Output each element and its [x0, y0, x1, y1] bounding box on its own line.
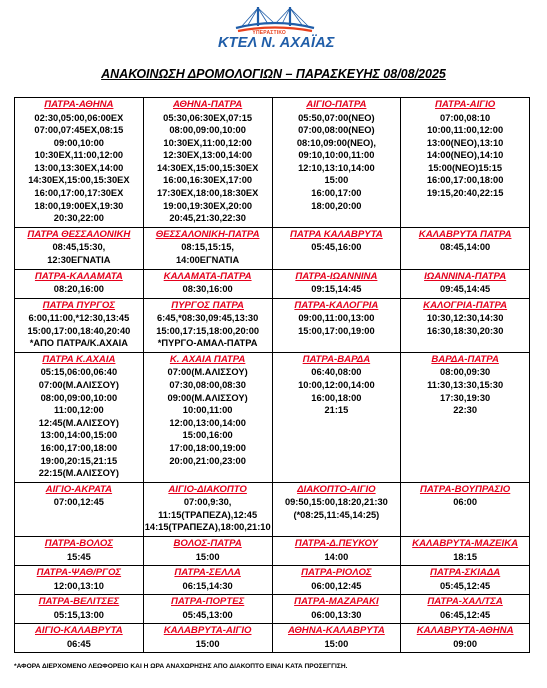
- schedule-table: [14, 97, 530, 653]
- route-name: ΙΩΑΝΝΙΝΑ-ΠΑΤΡΑ: [424, 270, 507, 282]
- departure-times: 08:45,14:00: [440, 242, 491, 253]
- departure-times: 10:30ΕΧ,11:00,12:00: [163, 137, 252, 148]
- departure-times: 14:30ΕΧ,15:00,15:30ΕΧ: [156, 162, 259, 173]
- departure-times: 12:00,13:00,14:00: [169, 417, 246, 428]
- departure-times: 11:15(ΤΡΑΠΕΖΑ),12:45: [158, 509, 258, 520]
- departure-times: 11:30,13:30,15:30: [427, 380, 504, 390]
- departure-times: 18:00,20:00: [311, 200, 362, 211]
- departure-times: 17:00,18:00,19:00: [169, 442, 246, 453]
- departure-times: 09:00,10:00: [53, 137, 104, 148]
- departure-times: 18:00,19:00ΕΧ,19:30: [34, 200, 124, 211]
- route-cell: [15, 98, 144, 228]
- departure-times: 13:00,13:30ΕΧ,14:00: [34, 162, 124, 173]
- route-name: ΠΑΤΡΑ-ΑΘΗΝΑ: [44, 99, 114, 110]
- route-cell: [15, 482, 144, 536]
- departure-times: 17:30,19:30: [440, 392, 491, 403]
- footnote: *ΑΦΟΡΑ ΔΙΕΡΧΟΜΕΝΟ ΛΕΩΦΟΡΕΙΟ ΚΑΙ Η ΩΡΑ ΑΝΑΧΩΡΗΣΗΣ ΑΠΟ ΔΙΑΚΟΠΤΟ ΕΙΝΑΙ ΚΑΤΑ ΠΡΟΣΕΓΓΙΣΗ.: [14, 663, 348, 670]
- route-name: ΑΙΓΙΟ-ΑΚΡΑΤΑ: [45, 483, 113, 495]
- ktel-logo: [212, 4, 336, 56]
- route-cell: [401, 98, 530, 228]
- departure-times: 18:15: [453, 551, 478, 562]
- departure-times: 09:45,14:45: [440, 284, 491, 295]
- route-name: ΚΑΛΑΒΡΥΤΑ-ΑΙΓΙΟ: [163, 625, 252, 637]
- departure-times: 06:15,14:30: [182, 580, 233, 591]
- departure-times: 22:15(Μ.ΑΛΙΣΣΟΥ): [38, 468, 119, 479]
- route-name: ΑΙΓΙΟ-ΠΑΤΡΑ: [306, 99, 367, 110]
- departure-times: 15:00(ΝΕΟ)15:15: [428, 162, 503, 173]
- departure-times: 12:10,13:10,14:00: [298, 162, 375, 173]
- departure-times: *ΠΥΡΓΟ-ΑΜΑΛ-ΠΑΤΡΑ: [157, 338, 258, 349]
- route-cell: [401, 269, 530, 298]
- departure-times: 05:50,07:00(ΝΕΟ): [298, 112, 375, 123]
- departure-times: 15:00: [195, 638, 220, 649]
- departure-times: 12:30ΕΧ,13:00,14:00: [163, 150, 253, 161]
- route-cell: [15, 298, 144, 352]
- route-name: ΠΑΤΡΑ-ΠΟΡΤΕΣ: [170, 596, 245, 608]
- route-name: ΠΑΤΡΑ-Δ.ΠΕΥΚΟΥ: [294, 538, 378, 550]
- departure-times: 09:00,11:00,13:00: [298, 313, 375, 324]
- departure-times: 19:15,20:40,22:15: [426, 188, 504, 199]
- table-row: [15, 269, 530, 298]
- route-name: ΠΑΤΡΑ-ΑΙΓΙΟ: [435, 99, 496, 110]
- table-row: [15, 595, 530, 624]
- route-name: ΑΙΓΙΟ-ΚΑΛΑΒΡΥΤΑ: [34, 625, 123, 637]
- route-name: ΒΟΛΟΣ-ΠΑΤΡΑ: [173, 538, 242, 550]
- route-name: ΠΑΤΡΑ-ΚΑΛΑΜΑΤΑ: [34, 270, 123, 282]
- route-cell: [15, 624, 144, 653]
- departure-times: 14:00: [324, 551, 349, 562]
- departure-times: 12:30ΕΓΝΑΤΙΑ: [47, 254, 111, 265]
- departure-times: 14:00ΕΓΝΑΤΙΑ: [176, 254, 240, 265]
- route-name: ΠΑΤΡΑ-ΒΟΛΟΣ: [44, 538, 114, 550]
- departure-times: 14:30ΕΧ,15:00,15:30ΕΧ: [28, 175, 130, 186]
- route-name: ΚΑΛΑΒΡΥΤΑ-ΑΘΗΝΑ: [416, 625, 514, 637]
- departure-times: 05:30,06:30ΕΧ,07:15: [163, 112, 253, 123]
- departure-times: (*08:25,11:45,14:25): [293, 509, 380, 520]
- departure-times: 12:00,13:10: [53, 580, 104, 591]
- page-title: ΑΝΑΚΟΙΝΩΣΗ ΔΡΟΜΟΛΟΓΙΩΝ – ΠΑΡΑΣΚΕΥΗΣ 08/08/2025: [101, 67, 446, 81]
- departure-times: 08:15,15:15,: [181, 242, 234, 253]
- departure-times: 20:00,21:00,23:00: [169, 455, 246, 466]
- table-row: [15, 482, 530, 536]
- route-cell: [143, 269, 272, 298]
- route-name: ΠΑΤΡΑ-ΡΙΟΛΟΣ: [301, 567, 372, 579]
- departure-times: 10:00,11:00: [182, 405, 233, 416]
- departure-times: 10:00,12:00,14:00: [298, 380, 375, 390]
- route-name: ΠΑΤΡΑ-ΣΕΛΛΑ: [174, 567, 241, 579]
- route-cell: [401, 566, 530, 595]
- departure-times: 08:20,16:00: [53, 284, 104, 295]
- route-name: ΠΑΤΡΑ-ΚΑΛΟΓΡΙΑ: [294, 299, 379, 311]
- route-cell: [143, 624, 272, 653]
- departure-times: 07:00,08:00(ΝΕΟ): [298, 125, 375, 136]
- departure-times: 16:00,17:00,17:30ΕΧ: [34, 188, 124, 199]
- route-cell: [272, 298, 401, 352]
- route-name: ΠΑΤΡΑ-ΣΚΙΑΔΑ: [430, 567, 501, 579]
- route-name: ΚΑΛΑΜΑΤΑ-ΠΑΤΡΑ: [163, 270, 252, 282]
- departure-times: 19:00,19:30ΕΧ,20:00: [163, 200, 253, 211]
- route-name: ΠΑΤΡΑ ΚΑΛΑΒΡΥΤΑ: [290, 228, 383, 240]
- departure-times: 21:15: [324, 405, 349, 416]
- table-row: [15, 227, 530, 269]
- route-name: ΔΙΑΚΟΠΤΟ-ΑΙΓΙΟ: [297, 483, 376, 495]
- departure-times: 22:30: [453, 405, 478, 416]
- departure-times: 07:00,08:10: [440, 112, 491, 123]
- departure-times: 14:00(ΝΕΟ),14:10: [426, 150, 504, 161]
- route-name: ΒΑΡΔΑ-ΠΑΤΡΑ: [431, 353, 499, 365]
- route-cell: [272, 352, 401, 482]
- route-name: ΠΑΤΡΑ-ΨΑΘ/ΡΓΟΣ: [36, 567, 122, 579]
- departure-times: 08:45,15:30,: [52, 242, 106, 253]
- departure-times: 16:00,17:00,18:00: [426, 175, 504, 186]
- departure-times: *ΑΠΟ ΠΑΤΡΑ/Κ.ΑΧΑΙΑ: [29, 338, 128, 349]
- route-cell: [272, 595, 401, 624]
- route-name: ΠΑΤΡΑ-ΒΑΡΔΑ: [302, 353, 371, 365]
- departure-times: 15:00,17:00,19:00: [298, 325, 375, 336]
- departure-times: 08:00,09:00,10:00: [40, 392, 118, 403]
- departure-times: 20:30,22:00: [53, 213, 104, 224]
- route-cell: [401, 352, 530, 482]
- route-cell: [143, 537, 272, 566]
- route-cell: [272, 98, 401, 228]
- route-cell: [272, 537, 401, 566]
- route-name: ΠΑΤΡΑ-ΙΩΑΝΝΙΝΑ: [295, 270, 378, 282]
- departure-times: 6:00,11:00,*12:30,13:45: [28, 313, 130, 324]
- route-name: ΠΑΤΡΑ-ΧΑΛ/ΤΣΑ: [427, 596, 503, 608]
- schedule-body: [15, 98, 530, 653]
- departure-times: 07:00,12:45: [53, 497, 104, 508]
- departure-times: 15:00,16:00: [182, 430, 233, 441]
- route-name: ΠΑΤΡΑ ΠΥΡΓΟΣ: [42, 299, 116, 311]
- departure-times: 15:00,17:00,18:40,20:40: [27, 325, 131, 336]
- route-cell: [401, 537, 530, 566]
- route-name: ΘΕΣΣΑΛΟΝΙΚΗ-ΠΑΤΡΑ: [155, 228, 260, 240]
- departure-times: 05:45,13:00: [182, 609, 233, 620]
- route-name: ΑΘΗΝΑ-ΠΑΤΡΑ: [173, 99, 243, 110]
- route-cell: [272, 269, 401, 298]
- departure-times: 16:00,17:00,18:00: [40, 442, 118, 453]
- departure-times: 02:30,05:00,06:00ΕΧ: [34, 112, 124, 123]
- departure-times: 07:00,07:45ΕΧ,08:15: [34, 125, 124, 136]
- departure-times: 16:00,17:00: [311, 188, 362, 199]
- table-row: [15, 352, 530, 482]
- departure-times: 06:00,12:45: [311, 580, 362, 591]
- route-name: ΠΑΤΡΑ Κ.ΑΧΑΙΑ: [42, 353, 116, 365]
- route-cell: [15, 537, 144, 566]
- route-cell: [15, 566, 144, 595]
- departure-times: 08:10,09:00(ΝΕΟ),: [296, 137, 376, 148]
- route-cell: [15, 352, 144, 482]
- route-name: ΠΑΤΡΑ ΘΕΣΣΑΛΟΝΙΚΗ: [27, 228, 131, 240]
- departure-times: 08:30,16:00: [182, 284, 233, 295]
- departure-times: 09:00(Μ.ΑΛΙΣΣΟΥ): [167, 392, 248, 403]
- route-cell: [15, 227, 144, 269]
- route-name: ΑΘΗΝΑ-ΚΑΛΑΒΡΥΤΑ: [287, 625, 385, 637]
- departure-times: 09:10,10:00,11:00: [298, 150, 375, 161]
- departure-times: 09:15,14:45: [311, 284, 362, 295]
- departure-times: 06:00: [453, 497, 478, 508]
- departure-times: 06:40,08:00: [311, 367, 362, 378]
- route-cell: [143, 227, 272, 269]
- route-name: ΚΑΛΟΓΡΙΑ-ΠΑΤΡΑ: [423, 299, 508, 311]
- departure-times: 06:00,13:30: [311, 609, 362, 620]
- departure-times: 15:00: [324, 638, 349, 649]
- departure-times: 10:30ΕΧ,11:00,12:00: [34, 150, 124, 161]
- table-row: [15, 98, 530, 228]
- logo-title: ΚΤΕΛ Ν. ΑΧΑΪΑΣ: [218, 35, 335, 51]
- departure-times: 13:00(ΝΕΟ),13:10: [426, 137, 504, 148]
- route-cell: [401, 227, 530, 269]
- table-row: [15, 566, 530, 595]
- departure-times: 07:30,08:00,08:30: [169, 380, 246, 390]
- departure-times: 06:45,12:45: [440, 609, 491, 620]
- route-cell: [143, 98, 272, 228]
- route-cell: [143, 482, 272, 536]
- route-cell: [401, 298, 530, 352]
- departure-times: 09:00: [453, 638, 478, 649]
- departure-times: 16:30,18:30,20:30: [426, 325, 504, 336]
- route-cell: [401, 595, 530, 624]
- route-name: ΠΑΤΡΑ-ΒΕΛΙΤΣΕΣ: [38, 596, 120, 608]
- route-cell: [143, 595, 272, 624]
- route-cell: [15, 595, 144, 624]
- departure-times: 6:45,*08:30,09:45,13:30: [156, 313, 259, 324]
- departure-times: 11:00,12:00: [54, 405, 104, 416]
- route-cell: [143, 352, 272, 482]
- departure-times: 09:50,15:00,18:20,21:30: [284, 497, 388, 508]
- departure-times: 15:00,17:15,18:00,20:00: [156, 325, 260, 336]
- route-cell: [143, 566, 272, 595]
- departure-times: 05:15,06:00,06:40: [40, 367, 118, 378]
- departure-times: 07:00(Μ.ΑΛΙΣΣΟΥ): [167, 367, 248, 378]
- route-cell: [143, 298, 272, 352]
- departure-times: 05:15,13:00: [53, 609, 104, 620]
- route-name: Κ. ΑΧΑΙΑ ΠΑΤΡΑ: [169, 353, 246, 365]
- table-row: [15, 624, 530, 653]
- logo-subtitle: ΥΠΕΡΑΣΤΙΚΟ: [252, 30, 286, 36]
- departure-times: 07:00(Μ.ΑΛΙΣΣΟΥ): [38, 380, 119, 390]
- departure-times: 08:00,09:30: [440, 367, 491, 378]
- route-name: ΠΑΤΡΑ-ΒΟΥΠΡΑΣΙΟ: [419, 483, 511, 495]
- route-name: ΠΑΤΡΑ-ΜΑΖΑΡΑΚΙ: [294, 596, 379, 608]
- departure-times: 13:00,14:00,15:00: [40, 430, 118, 441]
- route-name: ΚΑΛΑΒΡΥΤΑ-ΜΑΖΕΙΚΑ: [412, 538, 519, 550]
- route-cell: [15, 269, 144, 298]
- table-row: [15, 537, 530, 566]
- departure-times: 05:45,16:00: [311, 242, 362, 253]
- departure-times: 15:45: [66, 551, 91, 562]
- table-row: [15, 298, 530, 352]
- route-cell: [272, 227, 401, 269]
- departure-times: 06:45: [66, 638, 91, 649]
- route-name: ΑΙΓΙΟ-ΔΙΑΚΟΠΤΟ: [168, 483, 247, 495]
- departure-times: 14:15(ΤΡΑΠΕΖΑ),18:00,21:10: [144, 522, 271, 533]
- route-cell: [401, 482, 530, 536]
- departure-times: 20:45,21:30,22:30: [169, 213, 246, 224]
- route-name: ΠΥΡΓΟΣ ΠΑΤΡΑ: [171, 299, 244, 311]
- route-cell: [401, 624, 530, 653]
- departure-times: 19:00,20:15,21:15: [40, 455, 118, 466]
- route-name: ΚΑΛΑΒΡΥΤΑ ΠΑΤΡΑ: [418, 228, 512, 240]
- departure-times: 10:00,11:00,12:00: [427, 125, 504, 136]
- departure-times: 16:00,16:30ΕΧ,17:00: [163, 175, 253, 186]
- route-cell: [272, 482, 401, 536]
- departure-times: 07:00,9:30,: [183, 497, 232, 508]
- departure-times: 05:45,12:45: [440, 580, 491, 591]
- departure-times: 15:00: [324, 175, 349, 186]
- departure-times: 17:30ΕΧ,18:00,18:30ΕΧ: [156, 188, 259, 199]
- route-cell: [272, 624, 401, 653]
- route-cell: [272, 566, 401, 595]
- departure-times: 15:00: [195, 551, 220, 562]
- departure-times: 16:00,18:00: [311, 392, 362, 403]
- departure-times: 12:45(Μ.ΑΛΙΣΣΟΥ): [38, 417, 119, 428]
- departure-times: 08:00,09:00,10:00: [169, 125, 246, 136]
- departure-times: 10:30,12:30,14:30: [426, 313, 504, 324]
